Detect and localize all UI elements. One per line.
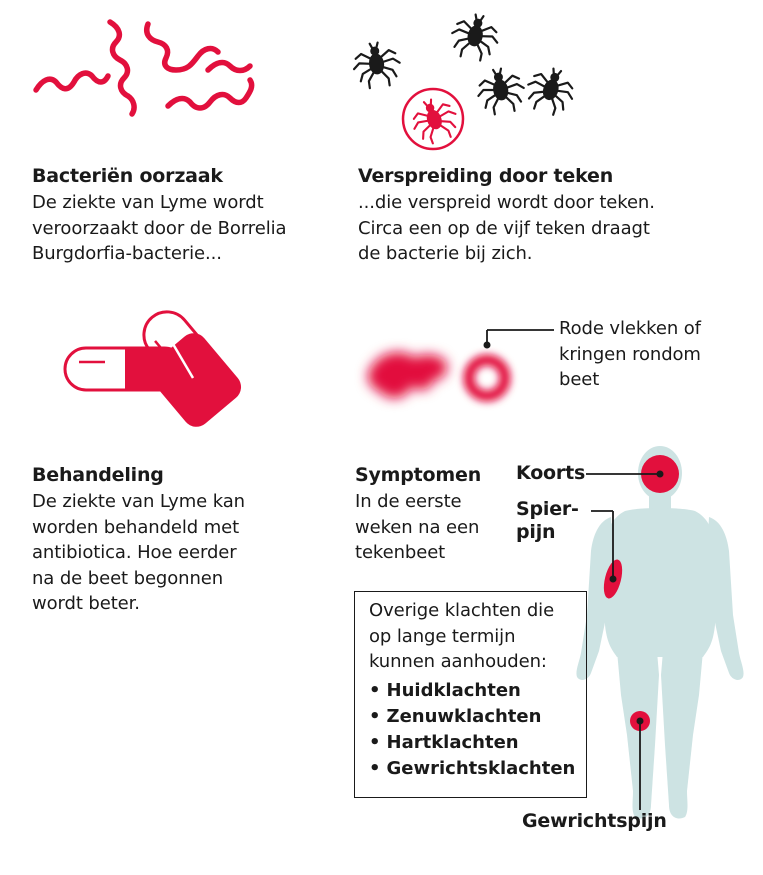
symptoms-line: weken na een xyxy=(355,516,480,538)
ticks-line: Circa een op de vijf teken draagt xyxy=(358,217,650,239)
rash-label-line: beet xyxy=(559,369,600,390)
treatment-heading: Behandeling xyxy=(32,464,164,486)
pills-icon xyxy=(55,302,255,442)
joint-pain-marker xyxy=(620,705,660,815)
longterm-item: • Hartklachten xyxy=(369,730,575,756)
fever-marker xyxy=(580,448,700,508)
rash-label xyxy=(559,316,701,393)
longterm-item: • Gewrichtsklachten xyxy=(369,756,575,782)
muscle-pain-label xyxy=(516,498,579,544)
ticks-line: de bacterie bij zich. xyxy=(358,243,533,264)
muscle-pain-line: Spier- xyxy=(516,498,579,520)
rash-icon xyxy=(350,318,530,438)
symptoms-description xyxy=(355,489,479,566)
treatment-line: De ziekte van Lyme kan xyxy=(32,491,245,512)
longterm-complaints-box xyxy=(354,591,587,798)
ticks-line: ...die verspreid wordt door teken. xyxy=(358,192,655,213)
symptoms-line: tekenbeet xyxy=(355,542,446,563)
longterm-intro-line: Overige klachten die xyxy=(369,600,555,621)
muscle-pain-marker xyxy=(585,505,645,615)
longterm-item: • Zenuwklachten xyxy=(369,704,575,730)
ticks-description xyxy=(358,190,655,267)
longterm-intro-line: op lange termijn xyxy=(369,625,516,647)
muscle-pain-line: pijn xyxy=(516,521,556,543)
bacteria-line: veroorzaakt door de Borrelia xyxy=(32,217,287,239)
rash-label-line: kringen rondom xyxy=(559,343,701,365)
longterm-list xyxy=(369,678,575,782)
symptoms-heading: Symptomen xyxy=(355,464,482,486)
bacteria-icon xyxy=(20,10,260,130)
longterm-item: • Huidklachten xyxy=(369,678,575,704)
joint-pain-label: Gewrichtspijn xyxy=(522,810,667,832)
bacteria-line: De ziekte van Lyme wordt xyxy=(32,192,264,213)
longterm-intro-line: kunnen aanhouden: xyxy=(369,651,547,672)
treatment-line: na de beet begonnen xyxy=(32,567,224,589)
ticks-heading: Verspreiding door teken xyxy=(358,165,614,187)
bacteria-line: Burgdorfia-bacterie... xyxy=(32,243,222,264)
treatment-line: worden behandeld met xyxy=(32,516,240,538)
symptoms-line: In de eerste xyxy=(355,491,462,512)
treatment-line: antibiotica. Hoe eerder xyxy=(32,542,237,563)
treatment-description xyxy=(32,489,245,617)
treatment-line: wordt beter. xyxy=(32,593,140,614)
rash-label-line: Rode vlekken of xyxy=(559,318,701,339)
bacteria-heading: Bacteriën oorzaak xyxy=(32,165,223,187)
fever-label: Koorts xyxy=(516,462,586,484)
longterm-intro xyxy=(369,598,554,675)
bacteria-description xyxy=(32,190,286,267)
ticks-icon xyxy=(346,2,586,152)
